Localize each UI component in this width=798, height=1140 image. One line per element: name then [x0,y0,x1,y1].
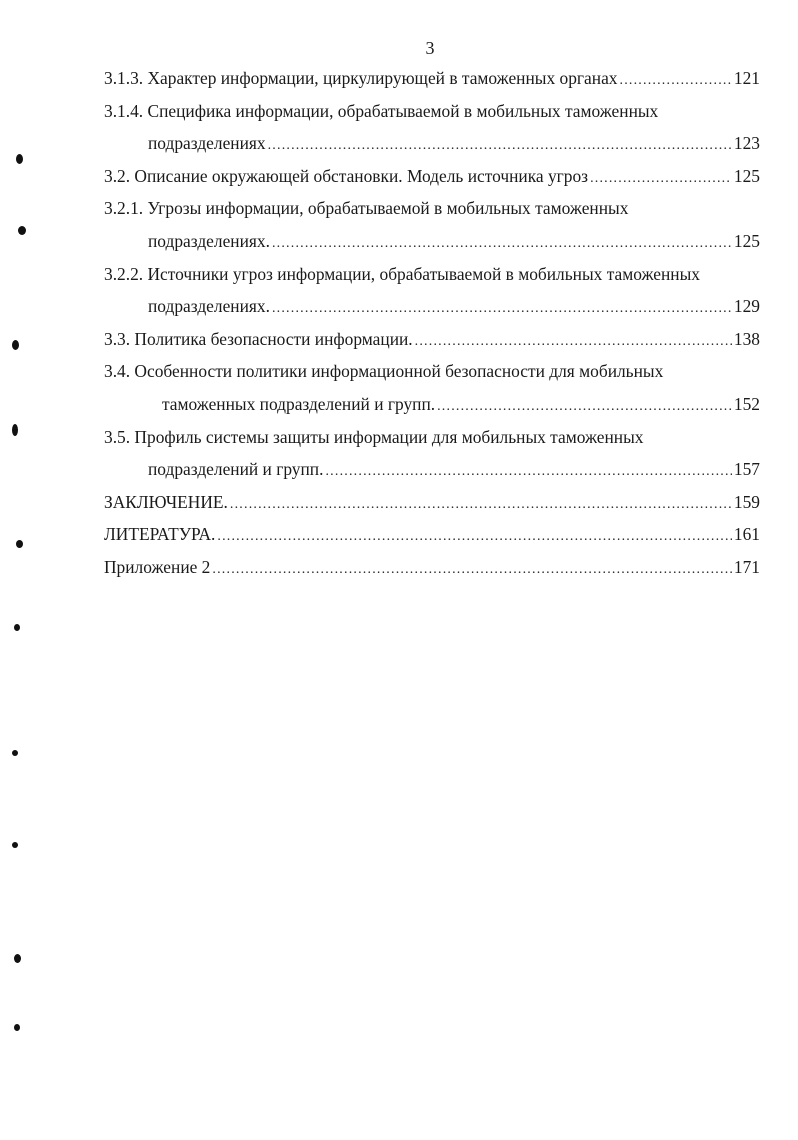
toc-entry-page: 161 [733,524,760,545]
toc-entry-3-4-cont[interactable] [104,388,760,421]
toc-leader-dots [590,163,732,196]
scan-mark [18,226,26,235]
toc-entry-title: Приложение 2 [104,556,211,577]
scan-mark [14,1024,20,1031]
scan-mark [12,340,19,350]
toc-entry-title: 3.1.4. Специфика информации, обрабатываемой в мобильных таможенных [104,100,659,121]
toc-entry-page: 125 [733,165,760,186]
toc-leader-dots [230,489,732,522]
scan-mark [14,624,20,631]
toc-entry-title: ЗАКЛЮЧЕНИЕ. [104,491,228,512]
toc-entry-title: 3.2.2. Источники угроз информации, обрабатываемой в мобильных таможенных [104,263,700,284]
toc-entry-title: подразделениях [148,133,266,154]
toc-entry-3-2[interactable] [104,160,760,193]
toc-leader-dots [272,293,732,326]
toc-entry-title: 3.1.3. Характер информации, циркулирующей в таможенных органах [104,68,618,88]
toc-entry-page: 129 [733,296,760,317]
toc-entry-3-2-2[interactable] [104,258,760,291]
toc-entry-page: 157 [733,459,760,480]
toc-entry-3-5[interactable] [104,421,760,454]
toc-leader-dots [212,554,732,587]
toc-entry-3-1-4-cont[interactable] [104,127,760,160]
toc-leader-dots [325,456,731,489]
toc-entry-page: 121 [733,68,760,88]
toc-entry-3-3[interactable] [104,323,760,356]
toc-entry-page: 159 [733,491,760,512]
table-of-contents [104,62,760,584]
toc-entry-title: 3.4. Особенности политики информационной безопасности для мобильных [104,361,664,382]
toc-entry-page: 152 [733,393,760,414]
toc-entry-title: подразделениях. [148,296,270,317]
toc-entry-title: 3.2. Описание окружающей обстановки. Модель источника угроз [104,165,589,186]
toc-entry-3-4[interactable] [104,355,760,388]
toc-entry-page: 123 [733,133,760,154]
toc-entry-page: 138 [733,328,760,349]
toc-entry-literature[interactable] [104,518,760,551]
toc-entry-3-1-4[interactable] [104,95,760,128]
toc-entry-3-5-cont[interactable] [104,453,760,486]
scan-mark [12,842,18,848]
toc-leader-dots [217,521,732,554]
toc-leader-dots [620,65,732,98]
toc-leader-dots [437,391,732,424]
toc-entry-page: 125 [733,230,760,251]
toc-leader-dots [415,326,732,359]
toc-entry-3-2-2-cont[interactable] [104,290,760,323]
toc-entry-title: 3.2.1. Угрозы информации, обрабатываемой в мобильных таможенных [104,198,629,219]
toc-entry-title: подразделениях. [148,230,270,251]
toc-leader-dots [268,130,732,163]
toc-entry-appendix-2[interactable] [104,551,760,584]
scan-mark [14,954,21,963]
toc-entry-3-1-3[interactable] [104,62,760,95]
page-number: 3 [425,38,435,58]
scan-mark [12,750,18,756]
scan-mark [16,540,23,548]
toc-entry-title: 3.5. Профиль системы защиты информации для мобильных таможенных [104,426,644,447]
toc-entry-title: таможенных подразделений и групп. [162,393,436,414]
toc-entry-title: 3.3. Политика безопасности информации. [104,328,413,349]
toc-entry-3-2-1-cont[interactable] [104,225,760,258]
scan-mark [12,424,18,436]
toc-leader-dots [272,228,732,261]
toc-entry-conclusion[interactable] [104,486,760,519]
toc-entry-title: подразделений и групп. [148,459,324,480]
scan-mark [16,154,23,164]
toc-entry-title: ЛИТЕРАТУРА. [104,524,216,545]
toc-entry-3-2-1[interactable] [104,192,760,225]
toc-entry-page: 171 [733,556,760,577]
